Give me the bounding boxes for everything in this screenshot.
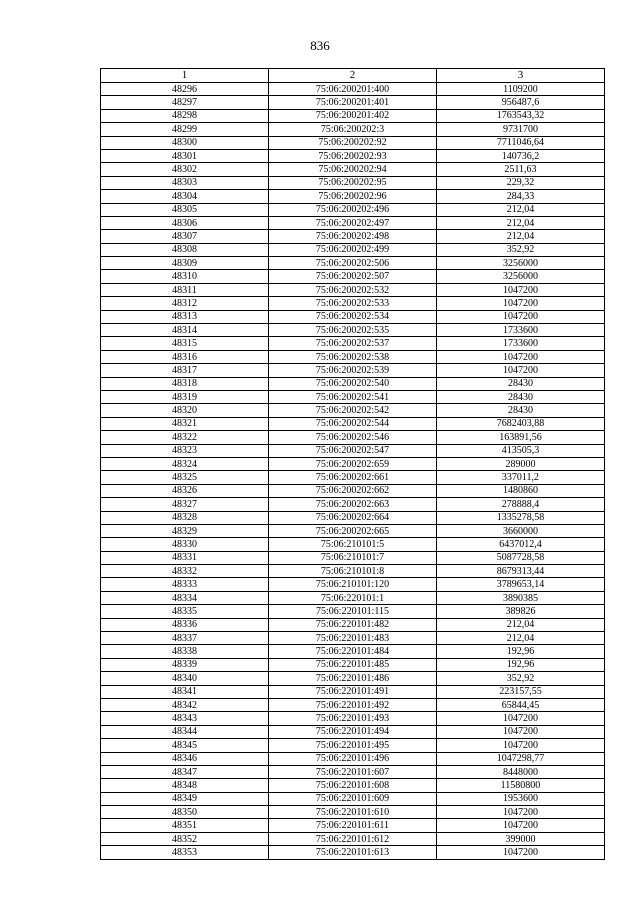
table-row — [101, 310, 605, 323]
cadastral-number-cell: 75:06:200202:547 — [269, 444, 437, 457]
cadastral-number-cell: 75:06:200202:533 — [269, 297, 437, 310]
cadastral-number-cell: 75:06:210101:8 — [269, 565, 437, 578]
value-cell: 413505,3 — [437, 444, 605, 457]
table-row — [101, 819, 605, 832]
row-number-cell: 48340 — [101, 672, 269, 685]
row-number-cell: 48308 — [101, 243, 269, 256]
cadastral-number-cell: 75:06:220101:483 — [269, 632, 437, 645]
cadastral-number-cell: 75:06:200202:534 — [269, 310, 437, 323]
row-number-cell: 48327 — [101, 498, 269, 511]
row-number-cell: 48346 — [101, 752, 269, 765]
row-number-cell: 48300 — [101, 136, 269, 149]
value-cell: 1047200 — [437, 846, 605, 859]
table-row — [101, 712, 605, 725]
cadastral-number-cell: 75:06:220101:495 — [269, 739, 437, 752]
value-cell: 6437012,4 — [437, 538, 605, 551]
value-cell: 2511,63 — [437, 163, 605, 176]
table-row — [101, 806, 605, 819]
table-row — [101, 444, 605, 457]
cadastral-number-cell: 75:06:200202:537 — [269, 337, 437, 350]
table-row — [101, 257, 605, 270]
row-number-cell: 48312 — [101, 297, 269, 310]
cadastral-number-cell: 75:06:200202:498 — [269, 230, 437, 243]
value-cell: 1733600 — [437, 337, 605, 350]
value-cell: 28430 — [437, 390, 605, 403]
table-row — [101, 779, 605, 792]
value-cell: 1733600 — [437, 324, 605, 337]
table-row — [101, 123, 605, 136]
value-cell: 28430 — [437, 377, 605, 390]
cadastral-number-cell: 75:06:220101:484 — [269, 645, 437, 658]
row-number-cell: 48324 — [101, 457, 269, 470]
row-number-cell: 48305 — [101, 203, 269, 216]
table-row — [101, 364, 605, 377]
value-cell: 399000 — [437, 832, 605, 845]
column-header-3: 3 — [437, 69, 605, 83]
value-cell: 1763543,32 — [437, 109, 605, 122]
cadastral-number-cell: 75:06:200202:506 — [269, 257, 437, 270]
value-cell: 5087728,58 — [437, 551, 605, 564]
value-cell: 1953600 — [437, 792, 605, 805]
table-row — [101, 243, 605, 256]
value-cell: 212,04 — [437, 618, 605, 631]
table-row — [101, 390, 605, 403]
table-row — [101, 457, 605, 470]
cadastral-number-cell: 75:06:200202:93 — [269, 149, 437, 162]
value-cell: 212,04 — [437, 216, 605, 229]
cadastral-number-cell: 75:06:220101:115 — [269, 605, 437, 618]
table-row — [101, 109, 605, 122]
row-number-cell: 48316 — [101, 350, 269, 363]
table-row — [101, 524, 605, 537]
table-header — [101, 69, 605, 83]
cadastral-number-cell: 75:06:200202:661 — [269, 471, 437, 484]
cadastral-number-cell: 75:06:200202:538 — [269, 350, 437, 363]
row-number-cell: 48344 — [101, 725, 269, 738]
cadastral-number-cell: 75:06:220101:610 — [269, 806, 437, 819]
row-number-cell: 48315 — [101, 337, 269, 350]
value-cell: 1047200 — [437, 297, 605, 310]
row-number-cell: 48348 — [101, 779, 269, 792]
table-row — [101, 765, 605, 778]
cadastral-number-cell: 75:06:210101:7 — [269, 551, 437, 564]
table-row — [101, 216, 605, 229]
table-row — [101, 725, 605, 738]
row-number-cell: 48328 — [101, 511, 269, 524]
column-header-2: 2 — [269, 69, 437, 83]
row-number-cell: 48314 — [101, 324, 269, 337]
row-number-cell: 48303 — [101, 176, 269, 189]
table-row — [101, 658, 605, 671]
cadastral-number-cell: 75:06:220101:609 — [269, 792, 437, 805]
value-cell: 278888,4 — [437, 498, 605, 511]
cadastral-number-cell: 75:06:220101:494 — [269, 725, 437, 738]
value-cell: 352,92 — [437, 243, 605, 256]
cadastral-number-cell: 75:06:200201:400 — [269, 83, 437, 96]
value-cell: 3789653,14 — [437, 578, 605, 591]
value-cell: 1335278,58 — [437, 511, 605, 524]
table-row — [101, 83, 605, 96]
cadastral-number-cell: 75:06:200202:659 — [269, 457, 437, 470]
value-cell: 289000 — [437, 457, 605, 470]
value-cell: 284,33 — [437, 190, 605, 203]
row-number-cell: 48345 — [101, 739, 269, 752]
row-number-cell: 48322 — [101, 431, 269, 444]
table-row — [101, 551, 605, 564]
row-number-cell: 48341 — [101, 685, 269, 698]
value-cell: 1480860 — [437, 484, 605, 497]
cadastral-number-cell: 75:06:220101:492 — [269, 698, 437, 711]
row-number-cell: 48296 — [101, 83, 269, 96]
table-row — [101, 605, 605, 618]
table-row — [101, 752, 605, 765]
value-cell: 3660000 — [437, 524, 605, 537]
value-cell: 956487,6 — [437, 96, 605, 109]
value-cell: 7682403,88 — [437, 417, 605, 430]
column-header-1: 1 — [101, 69, 269, 83]
value-cell: 212,04 — [437, 230, 605, 243]
row-number-cell: 48323 — [101, 444, 269, 457]
row-number-cell: 48343 — [101, 712, 269, 725]
value-cell: 1047200 — [437, 712, 605, 725]
value-cell: 8679313,44 — [437, 565, 605, 578]
value-cell: 3256000 — [437, 270, 605, 283]
cadastral-number-cell: 75:06:200202:664 — [269, 511, 437, 524]
row-number-cell: 48339 — [101, 658, 269, 671]
cadastral-number-cell: 75:06:220101:608 — [269, 779, 437, 792]
value-cell: 1109200 — [437, 83, 605, 96]
row-number-cell: 48331 — [101, 551, 269, 564]
row-number-cell: 48332 — [101, 565, 269, 578]
table-row — [101, 578, 605, 591]
table-row — [101, 538, 605, 551]
row-number-cell: 48329 — [101, 524, 269, 537]
table-row — [101, 792, 605, 805]
cadastral-number-cell: 75:06:220101:611 — [269, 819, 437, 832]
value-cell: 28430 — [437, 404, 605, 417]
value-cell: 1047200 — [437, 739, 605, 752]
row-number-cell: 48319 — [101, 390, 269, 403]
cadastral-number-cell: 75:06:220101:485 — [269, 658, 437, 671]
table-row — [101, 591, 605, 604]
table-row — [101, 484, 605, 497]
cadastral-number-cell: 75:06:200202:539 — [269, 364, 437, 377]
value-cell: 1047200 — [437, 310, 605, 323]
table-row — [101, 672, 605, 685]
value-cell: 1047200 — [437, 725, 605, 738]
cadastral-number-cell: 75:06:200202:663 — [269, 498, 437, 511]
cadastral-number-cell: 75:06:210101:120 — [269, 578, 437, 591]
table-row — [101, 632, 605, 645]
value-cell: 192,96 — [437, 658, 605, 671]
value-cell: 1047200 — [437, 283, 605, 296]
value-cell: 9731700 — [437, 123, 605, 136]
row-number-cell: 48313 — [101, 310, 269, 323]
cadastral-number-cell: 75:06:200202:532 — [269, 283, 437, 296]
table-body — [101, 83, 605, 860]
cadastral-number-cell: 75:06:200202:544 — [269, 417, 437, 430]
row-number-cell: 48304 — [101, 190, 269, 203]
row-number-cell: 48338 — [101, 645, 269, 658]
table-row — [101, 832, 605, 845]
table-row — [101, 417, 605, 430]
value-cell: 3890385 — [437, 591, 605, 604]
value-cell: 212,04 — [437, 632, 605, 645]
cadastral-number-cell: 75:06:200202:497 — [269, 216, 437, 229]
row-number-cell: 48342 — [101, 698, 269, 711]
row-number-cell: 48299 — [101, 123, 269, 136]
value-cell: 7711046,64 — [437, 136, 605, 149]
row-number-cell: 48298 — [101, 109, 269, 122]
table-row — [101, 846, 605, 859]
cadastral-number-cell: 75:06:220101:493 — [269, 712, 437, 725]
cadastral-number-cell: 75:06:200201:402 — [269, 109, 437, 122]
row-number-cell: 48350 — [101, 806, 269, 819]
cadastral-number-cell: 75:06:220101:612 — [269, 832, 437, 845]
table-row — [101, 498, 605, 511]
cadastral-number-cell: 75:06:200202:3 — [269, 123, 437, 136]
cadastral-number-cell: 75:06:200202:662 — [269, 484, 437, 497]
row-number-cell: 48352 — [101, 832, 269, 845]
cadastral-number-cell: 75:06:200202:540 — [269, 377, 437, 390]
table-row — [101, 270, 605, 283]
row-number-cell: 48306 — [101, 216, 269, 229]
cadastral-number-cell: 75:06:220101:1 — [269, 591, 437, 604]
table-row — [101, 136, 605, 149]
cadastral-number-cell: 75:06:200202:499 — [269, 243, 437, 256]
cadastral-number-cell: 75:06:220101:607 — [269, 765, 437, 778]
row-number-cell: 48337 — [101, 632, 269, 645]
value-cell: 1047200 — [437, 806, 605, 819]
value-cell: 1047298,77 — [437, 752, 605, 765]
row-number-cell: 48311 — [101, 283, 269, 296]
row-number-cell: 48353 — [101, 846, 269, 859]
value-cell: 337011,2 — [437, 471, 605, 484]
table-row — [101, 698, 605, 711]
row-number-cell: 48351 — [101, 819, 269, 832]
table-row — [101, 350, 605, 363]
table-row — [101, 283, 605, 296]
row-number-cell: 48310 — [101, 270, 269, 283]
table-row — [101, 685, 605, 698]
table-row — [101, 337, 605, 350]
cadastral-number-cell: 75:06:220101:491 — [269, 685, 437, 698]
value-cell: 1047200 — [437, 364, 605, 377]
table-row — [101, 96, 605, 109]
row-number-cell: 48336 — [101, 618, 269, 631]
value-cell: 192,96 — [437, 645, 605, 658]
table-row — [101, 471, 605, 484]
cadastral-number-cell: 75:06:220101:482 — [269, 618, 437, 631]
value-cell: 1047200 — [437, 819, 605, 832]
cadastral-number-cell: 75:06:200202:92 — [269, 136, 437, 149]
table-row — [101, 431, 605, 444]
value-cell: 140736,2 — [437, 149, 605, 162]
cadastral-number-cell: 75:06:220101:496 — [269, 752, 437, 765]
table-row — [101, 565, 605, 578]
table-row — [101, 297, 605, 310]
row-number-cell: 48307 — [101, 230, 269, 243]
table-row — [101, 377, 605, 390]
table-row — [101, 404, 605, 417]
row-number-cell: 48320 — [101, 404, 269, 417]
row-number-cell: 48334 — [101, 591, 269, 604]
table-row — [101, 176, 605, 189]
cadastral-number-cell: 75:06:200202:96 — [269, 190, 437, 203]
value-cell: 223157,55 — [437, 685, 605, 698]
row-number-cell: 48301 — [101, 149, 269, 162]
row-number-cell: 48330 — [101, 538, 269, 551]
cadastral-number-cell: 75:06:200202:665 — [269, 524, 437, 537]
row-number-cell: 48333 — [101, 578, 269, 591]
cadastral-number-cell: 75:06:210101:5 — [269, 538, 437, 551]
value-cell: 65844,45 — [437, 698, 605, 711]
registry-table — [100, 68, 605, 860]
value-cell: 3256000 — [437, 257, 605, 270]
value-cell: 11580800 — [437, 779, 605, 792]
cadastral-number-cell: 75:06:200202:546 — [269, 431, 437, 444]
row-number-cell: 48325 — [101, 471, 269, 484]
header-row — [101, 69, 605, 83]
row-number-cell: 48326 — [101, 484, 269, 497]
value-cell: 8448000 — [437, 765, 605, 778]
table-row — [101, 618, 605, 631]
row-number-cell: 48317 — [101, 364, 269, 377]
table-row — [101, 163, 605, 176]
cadastral-number-cell: 75:06:200202:496 — [269, 203, 437, 216]
table-row — [101, 203, 605, 216]
cadastral-number-cell: 75:06:200202:541 — [269, 390, 437, 403]
cadastral-number-cell: 75:06:200202:542 — [269, 404, 437, 417]
table-row — [101, 230, 605, 243]
cadastral-number-cell: 75:06:200202:535 — [269, 324, 437, 337]
row-number-cell: 48349 — [101, 792, 269, 805]
table-row — [101, 511, 605, 524]
value-cell: 352,92 — [437, 672, 605, 685]
table-row — [101, 324, 605, 337]
cadastral-number-cell: 75:06:200201:401 — [269, 96, 437, 109]
row-number-cell: 48302 — [101, 163, 269, 176]
value-cell: 229,32 — [437, 176, 605, 189]
row-number-cell: 48335 — [101, 605, 269, 618]
row-number-cell: 48321 — [101, 417, 269, 430]
value-cell: 1047200 — [437, 350, 605, 363]
table-row — [101, 645, 605, 658]
cadastral-number-cell: 75:06:220101:486 — [269, 672, 437, 685]
value-cell: 163891,56 — [437, 431, 605, 444]
value-cell: 212,04 — [437, 203, 605, 216]
value-cell: 389826 — [437, 605, 605, 618]
row-number-cell: 48318 — [101, 377, 269, 390]
cadastral-number-cell: 75:06:200202:507 — [269, 270, 437, 283]
page-number: 836 — [310, 38, 330, 53]
cadastral-number-cell: 75:06:220101:613 — [269, 846, 437, 859]
row-number-cell: 48309 — [101, 257, 269, 270]
table-row — [101, 739, 605, 752]
row-number-cell: 48347 — [101, 765, 269, 778]
row-number-cell: 48297 — [101, 96, 269, 109]
cadastral-number-cell: 75:06:200202:95 — [269, 176, 437, 189]
cadastral-number-cell: 75:06:200202:94 — [269, 163, 437, 176]
table-row — [101, 149, 605, 162]
table-row — [101, 190, 605, 203]
